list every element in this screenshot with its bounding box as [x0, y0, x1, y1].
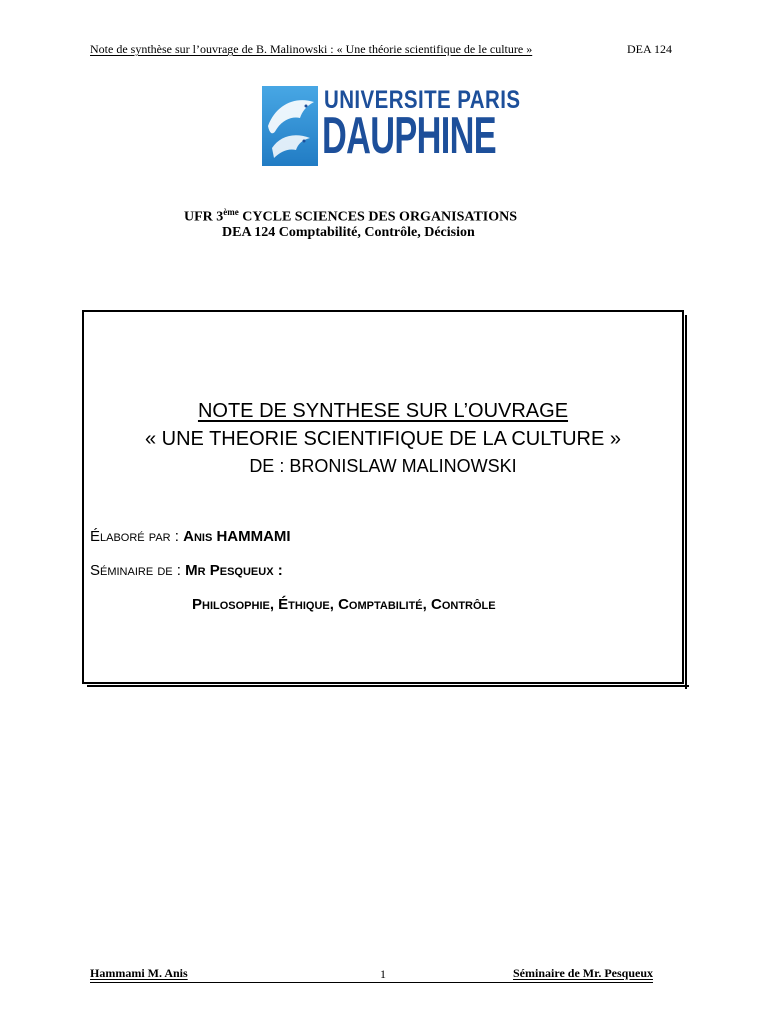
seminar-label: Séminaire de :	[90, 562, 186, 579]
logo-text-line2: DAUPHINE	[322, 107, 496, 165]
author-name: Anis HAMMAMI	[183, 528, 291, 545]
author-line	[90, 528, 291, 545]
title-box	[82, 310, 684, 684]
seminar-line	[90, 562, 283, 579]
ufr-superscript: ème	[223, 207, 239, 217]
ufr-rest: CYCLE SCIENCES DES ORGANISATIONS	[238, 209, 518, 225]
ufr-line	[184, 207, 517, 226]
page-footer	[90, 966, 653, 983]
footer-author: Hammami M. Anis	[90, 966, 188, 980]
university-logo	[262, 84, 521, 170]
seminar-name: Mr Pesqueux :	[185, 562, 283, 579]
ufr-prefix: UFR 3	[184, 209, 224, 225]
header-code: DEA 124	[627, 42, 672, 56]
page-number: 1	[380, 967, 386, 981]
logo-text-line1: UNIVERSITE PARIS	[324, 86, 521, 114]
dea-line: DEA 124 Comptabilité, Contrôle, Décision	[222, 225, 475, 240]
header-title: Note de synthèse sur l’ouvrage de B. Malinowski : « Une théorie scientifique de le culture »	[90, 42, 533, 56]
author-label: Élaboré par :	[90, 528, 184, 545]
note-title-line1: NOTE DE SYNTHESE SUR L’OUVRAGE	[197, 400, 569, 422]
note-title-line2: « UNE THEORIE SCIENTIFIQUE DE LA CULTURE »	[144, 428, 622, 450]
dolphin-logo-icon	[262, 86, 318, 166]
seminar-topics: Philosophie, Éthique, Comptabilité, Contrôle	[192, 596, 496, 613]
footer-seminar: Séminaire de Mr. Pesqueux	[513, 966, 653, 980]
note-title-line3: DE : BRONISLAW MALINOWSKI	[249, 456, 517, 476]
page-header	[90, 42, 674, 57]
